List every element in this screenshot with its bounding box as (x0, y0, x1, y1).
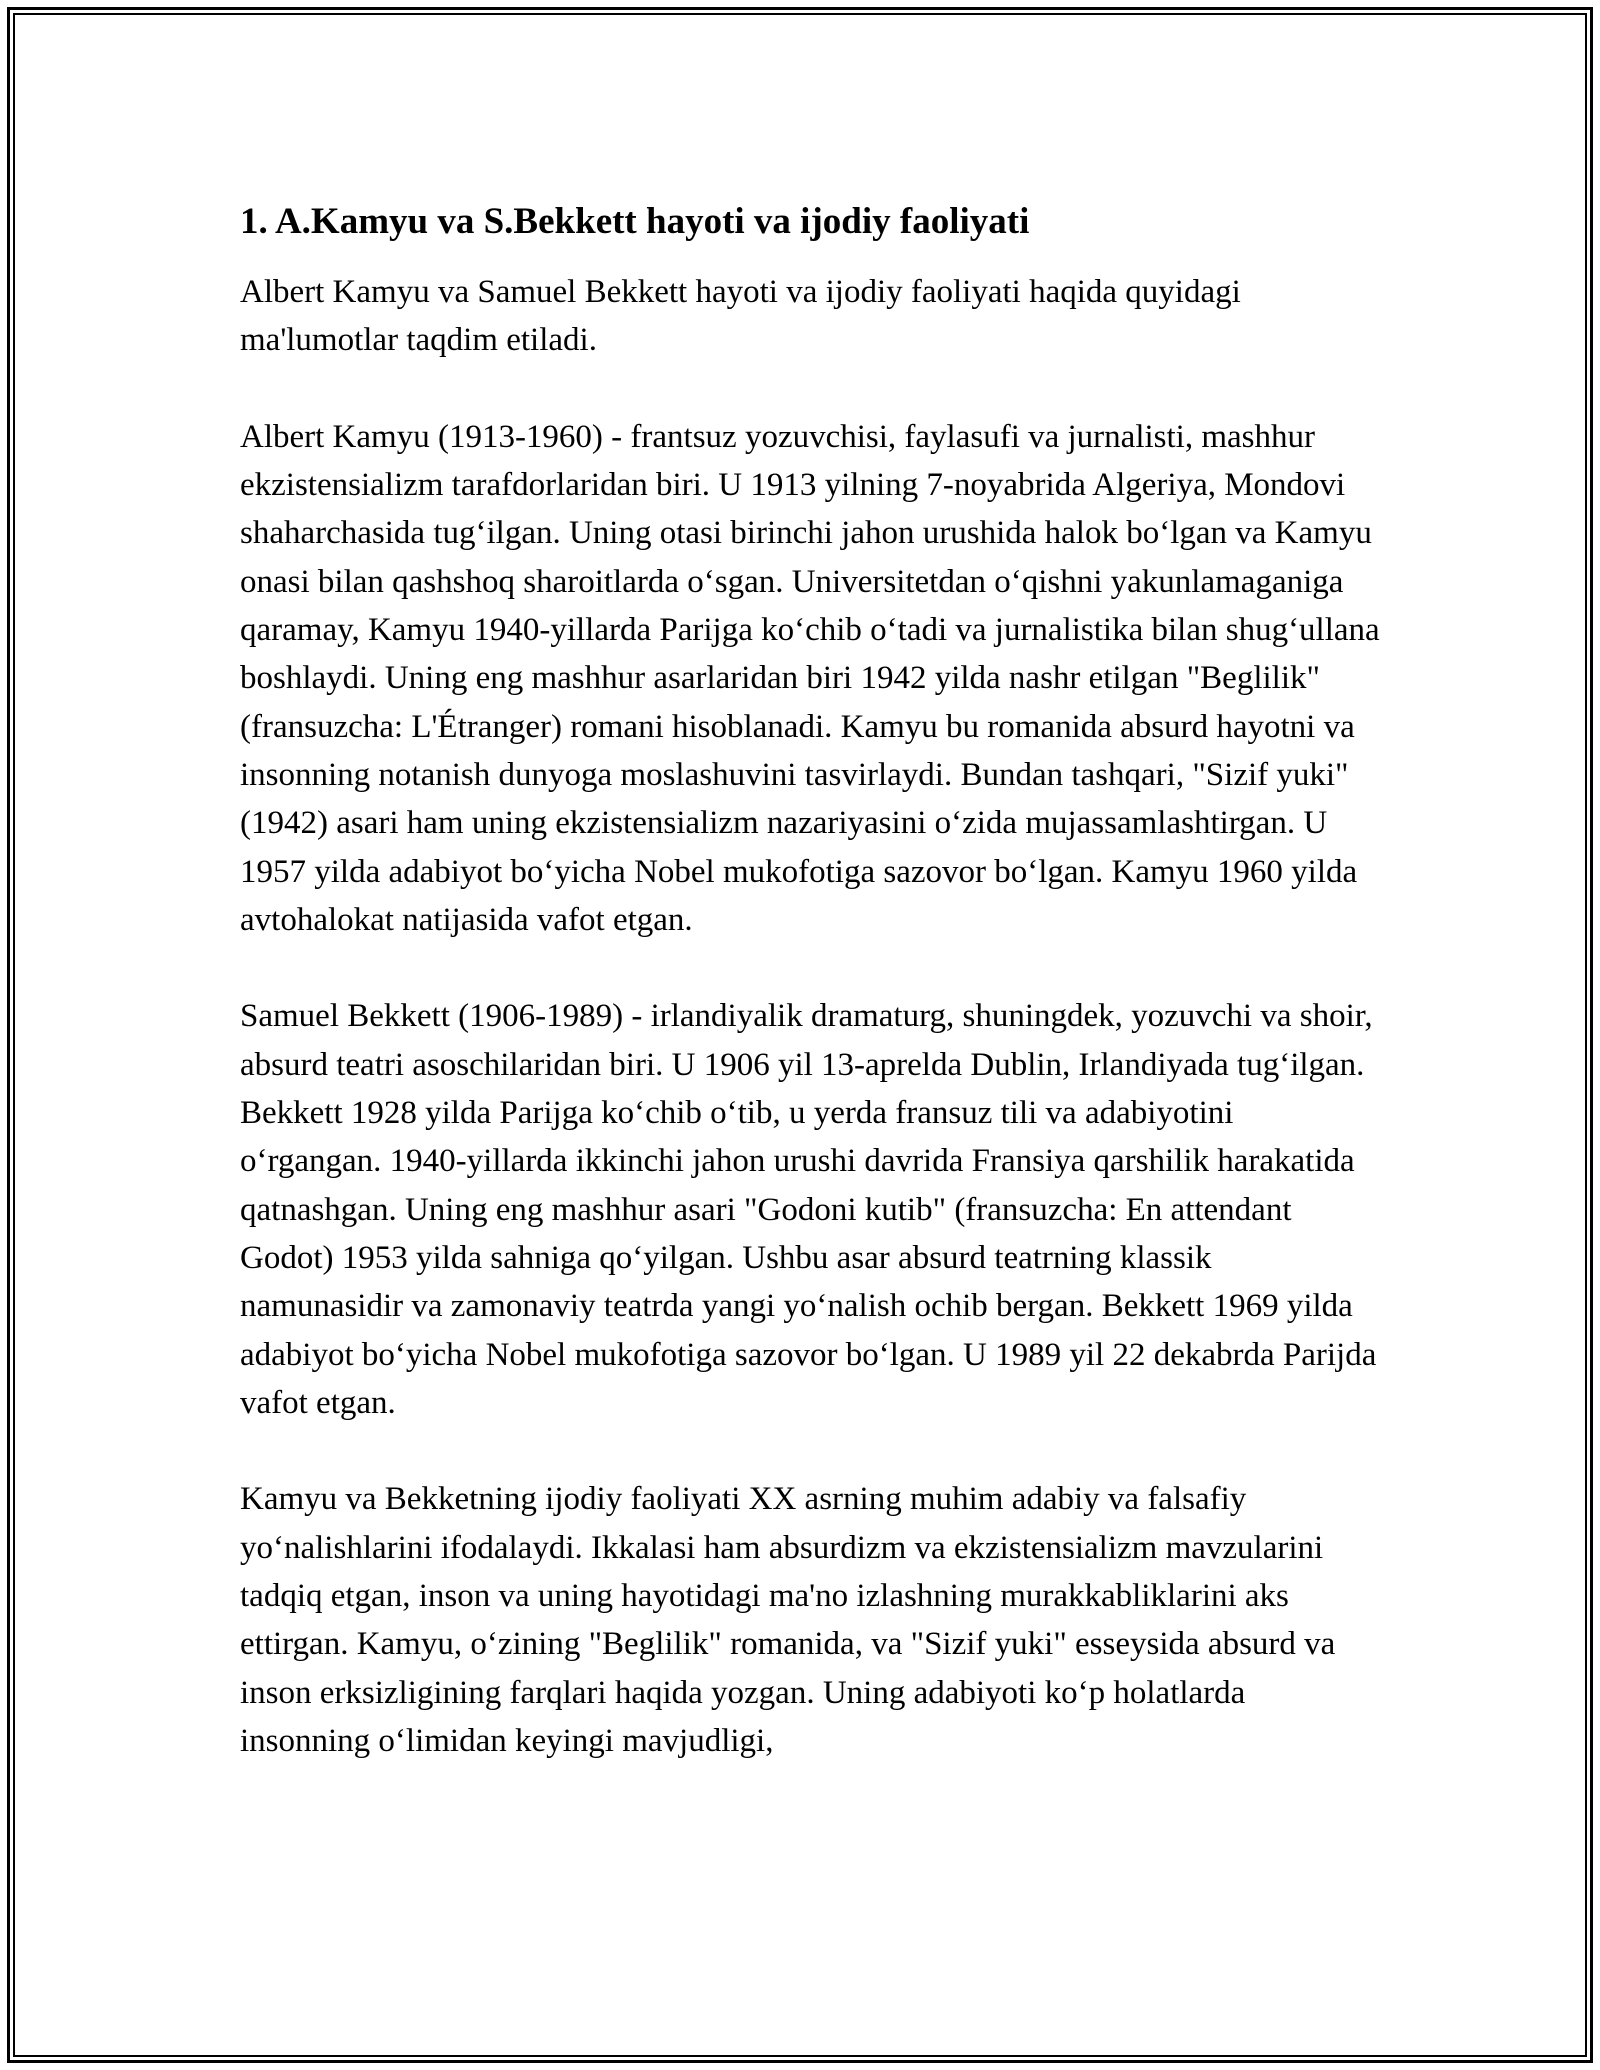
paragraph-comparison: Kamyu va Bekketning ijodiy faoliyati XX asrning muhim adabiy va falsafiy yo‘nalishlarini ifodalaydi. Ikkalasi ham absurdizm va ekzistensializm mavzularini tadqiq etgan, inson va uning hayotidagi ma'no izlashning murakkabliklarini aks ettirgan. Kamyu, o‘zining "Beglilik" romanida, va "Sizif yuki" esseysida absurd va inson erksizligining farqlari haqida yozgan. Uning adabiyoti ko‘p holatlarda insonning o‘limidan keyingi mavjudligi, (240, 1481, 1336, 1759)
paragraph-kamyu: Albert Kamyu (1913-1960) - frantsuz yozuvchisi, faylasufi va jurnalisti, mashhur ekzistensializm tarafdorlaridan biri. U 1913 yilning 7-noyabrida Algeriya, Mondovi shaharchasida tug‘ilgan. Uning otasi birinchi jahon urushida halok bo‘lgan va Kamyu onasi bilan qashshoq sharoitlarda o‘sgan. Universitetdan o‘qishni yakunlamaganiga qaramay, Kamyu 1940-yillarda Parijga ko‘chib o‘tadi va jurnalistika bilan shug‘ullana boshlaydi. Uning eng mashhur asarlaridan biri 1942 yilda nashr etilgan "Beglilik" (fransuzcha: L'Étranger) romani hisoblanadi. Kamyu bu romanida absurd hayotni va insonning notanish dunyoga moslashuvini tasvirlaydi. Bundan tashqari, "Sizif yuki" (1942) asari ham uning ekzistensializm nazariyasini o‘zida mujassamlashtirgan. U 1957 yilda adabiyot bo‘yicha Nobel mukofotiga sazovor bo‘lgan. Kamyu 1960 yilda avtohalokat natijasida vafot etgan. (240, 418, 1380, 938)
section-heading: 1. A.Kamyu va S.Bekkett hayoti va ijodiy faoliyati (240, 201, 1030, 242)
document-body (240, 198, 1380, 1765)
paragraph-bekkett: Samuel Bekkett (1906-1989) - irlandiyalik dramaturg, shuningdek, yozuvchi va shoir, absurd teatri asoschilaridan biri. U 1906 yil 13-aprelda Dublin, Irlandiyada tug‘ilgan. Bekkett 1928 yilda Parijga ko‘chib o‘tib, u yerda fransuz tili va adabiyotini o‘rgangan. 1940-yillarda ikkinchi jahon urushi davrida Fransiya qarshilik harakatida qatnashgan. Uning eng mashhur asari "Godoni kutib" (fransuzcha: En attendant Godot) 1953 yilda sahniga qo‘yilgan. Ushbu asar absurd teatrning klassik namunasidir va zamonaviy teatrda yangi yo‘nalish ochib bergan. Bekkett 1969 yilda adabiyot bo‘yicha Nobel mukofotiga sazovor bo‘lgan. U 1989 yil 22 dekabrda Parijda vafot etgan. (240, 998, 1377, 1421)
page-border (7, 7, 1593, 2063)
page (13, 13, 1587, 2057)
paragraph-intro: Albert Kamyu va Samuel Bekkett hayoti va ijodiy faoliyati haqida quyidagi ma'lumotlar taqdim etiladi. (240, 274, 1241, 359)
